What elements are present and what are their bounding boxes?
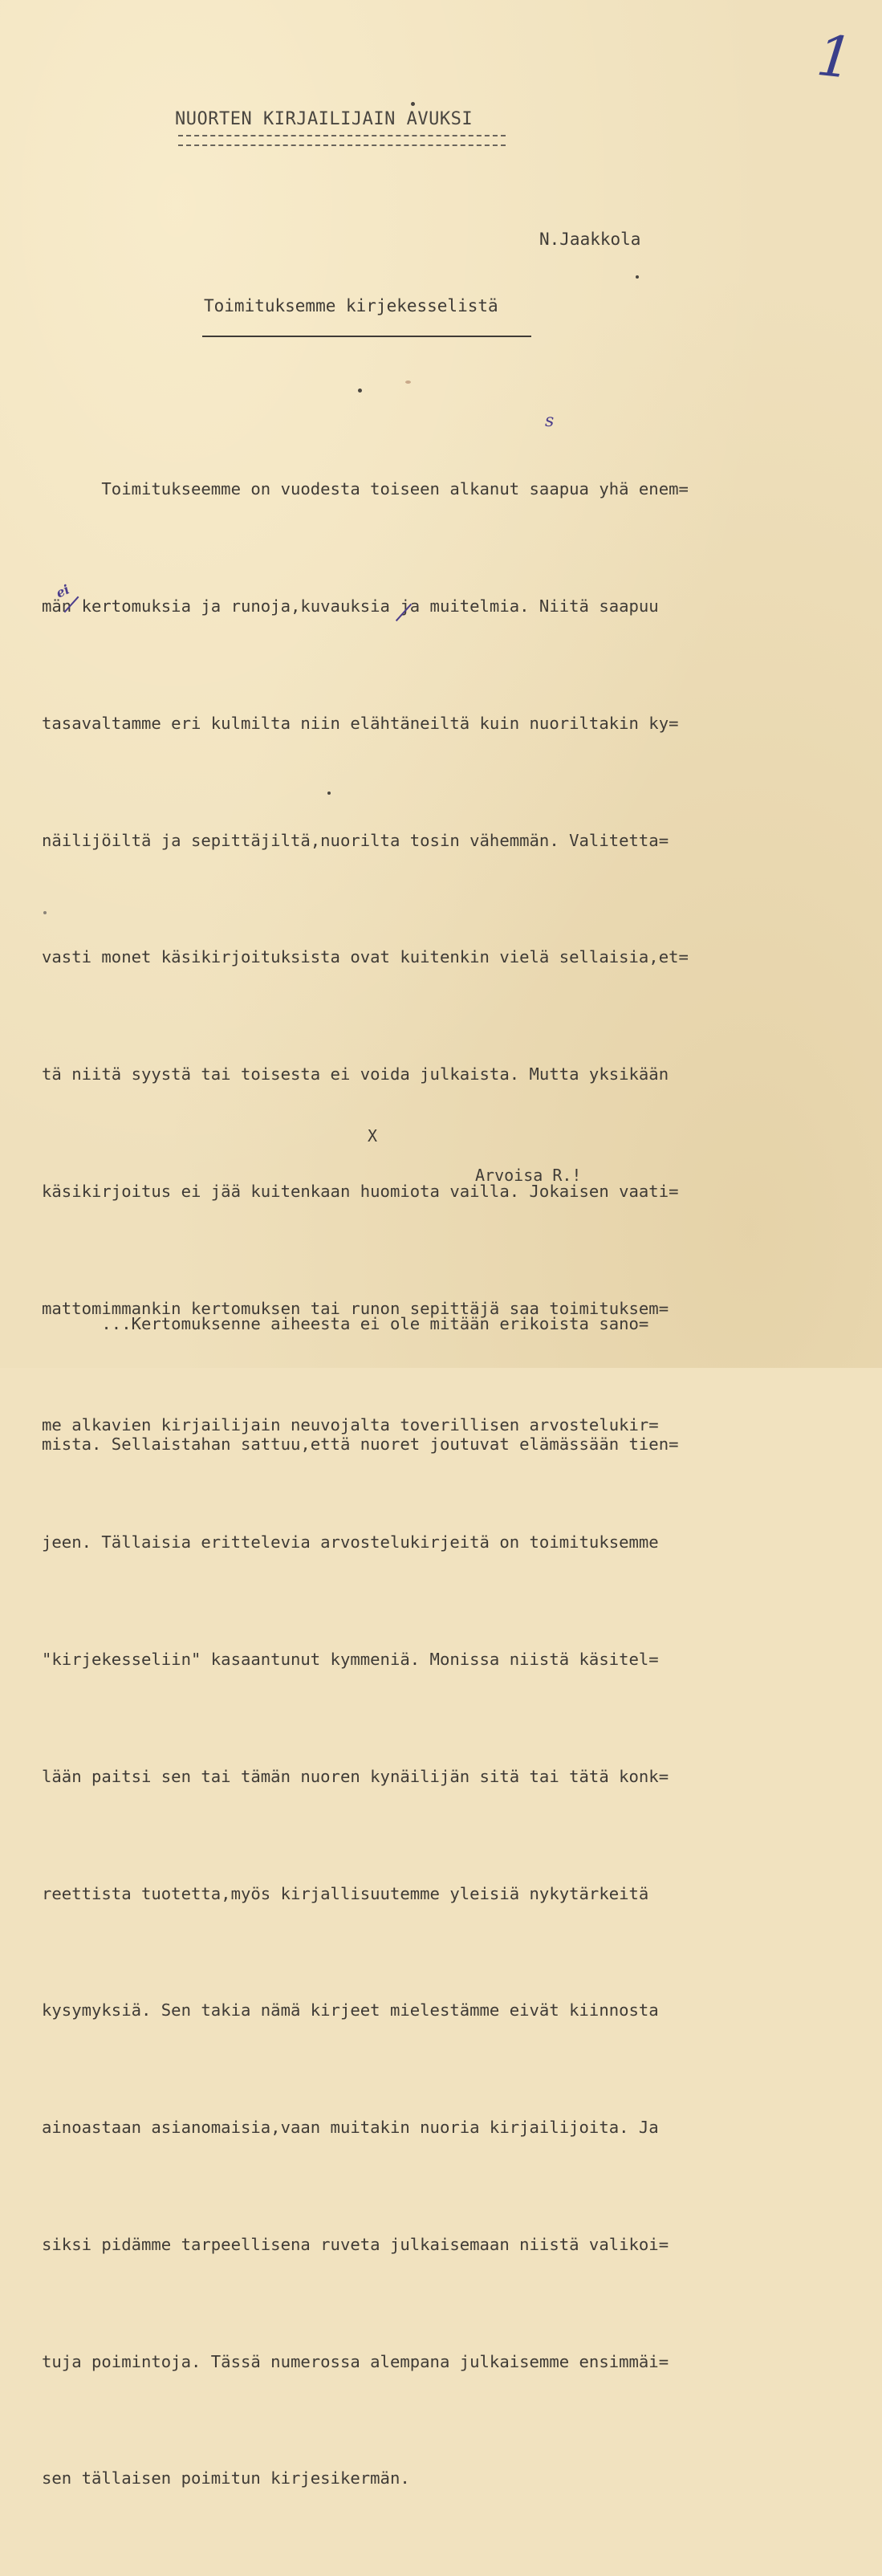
body-line: kysymyksiä. Sen takia nämä kirjeet mielestämme eivät kiinnosta — [42, 2000, 659, 2021]
letter-salutation: Arvoisa R.! — [475, 1166, 582, 1185]
ink-speck — [636, 275, 639, 279]
body-line: sen tällaisen poimitun kirjesikermän. — [42, 2468, 410, 2489]
document-heading: NUORTEN KIRJAILIJAIN AVUKSI — [175, 109, 474, 129]
body-line: lään paitsi sen tai tämän nuoren kynäilijän sitä tai tätä konk= — [42, 1766, 669, 1786]
body-line: mattomimmankin kertomuksen tai runon sepittäjä saa toimituksem= — [42, 1298, 669, 1318]
ink-speck — [43, 911, 47, 914]
ink-speck — [411, 102, 415, 106]
ink-speck — [327, 792, 331, 795]
author-name: N.Jaakkola — [539, 230, 641, 249]
body-line: Toimitukseemme on vuodesta toiseen alkanut saapua yhä enem= — [42, 479, 689, 499]
ink-speck — [405, 380, 411, 384]
body-line: tä niitä syystä tai toisesta ei voida julkaista. Mutta yksikään — [42, 1064, 669, 1085]
letter-line: ...Kertomuksenne aiheesta ei ole mitään erikoista sano= — [42, 1314, 649, 1333]
section-separator: X — [368, 1126, 378, 1146]
letter-line: mista. Sellaistahan sattuu,että nuoret joutuvat elämässään tien= — [42, 1435, 679, 1454]
handwritten-page-number: 1 — [813, 22, 856, 92]
subtitle-underline — [202, 336, 531, 337]
body-line: siksi pidämme tarpeellisena ruveta julkaisemaan niistä valikoi= — [42, 2234, 669, 2254]
body-line: "kirjekesseliin" kasaantunut kymmeniä. Monissa niistä käsitel= — [42, 1650, 659, 1669]
body-line: käsikirjoitus ei jää kuitenkaan huomiota vailla. Jokaisen vaati= — [42, 1181, 679, 1201]
body-line: ainoastaan asianomaisia,vaan muitakin nuoria kirjailijoita. Ja — [42, 2118, 659, 2138]
body-line: me alkavien kirjailijain neuvojalta toverillisen arvostelukir= — [42, 1415, 659, 1435]
body-line: tuja poimintoja. Tässä numerossa alempana julkaisemme ensimmäi= — [42, 2351, 669, 2371]
handwritten-insert-ei: ei — [53, 581, 72, 601]
ink-speck — [358, 389, 362, 393]
body-line: vasti monet käsikirjoituksista ovat kuitenkin vielä sellaisia,et= — [42, 947, 689, 967]
body-line: reettista tuotetta,myös kirjallisuutemme yleisiä nykytärkeitä — [42, 1883, 649, 1903]
letter-paragraph — [42, 1223, 844, 1544]
section-subtitle: Toimituksemme kirjekesselistä — [204, 296, 498, 315]
body-line: tasavaltamme eri kulmilta niin elähtäneiltä kuin nuoriltakin ky= — [42, 713, 679, 733]
body-line: jeen. Tällaisia erittelevia arvostelukirjeitä on toimituksemme — [42, 1532, 659, 1553]
body-line: män kertomuksia ja runoja,kuvauksia ja muitelmia. Niitä saapuu — [42, 596, 659, 616]
heading-double-underline — [178, 135, 506, 146]
handwritten-insert-s: s — [545, 411, 555, 431]
body-line: näilijöiltä ja sepittäjiltä,nuorilta tosin vähemmän. Valitetta= — [42, 830, 669, 850]
